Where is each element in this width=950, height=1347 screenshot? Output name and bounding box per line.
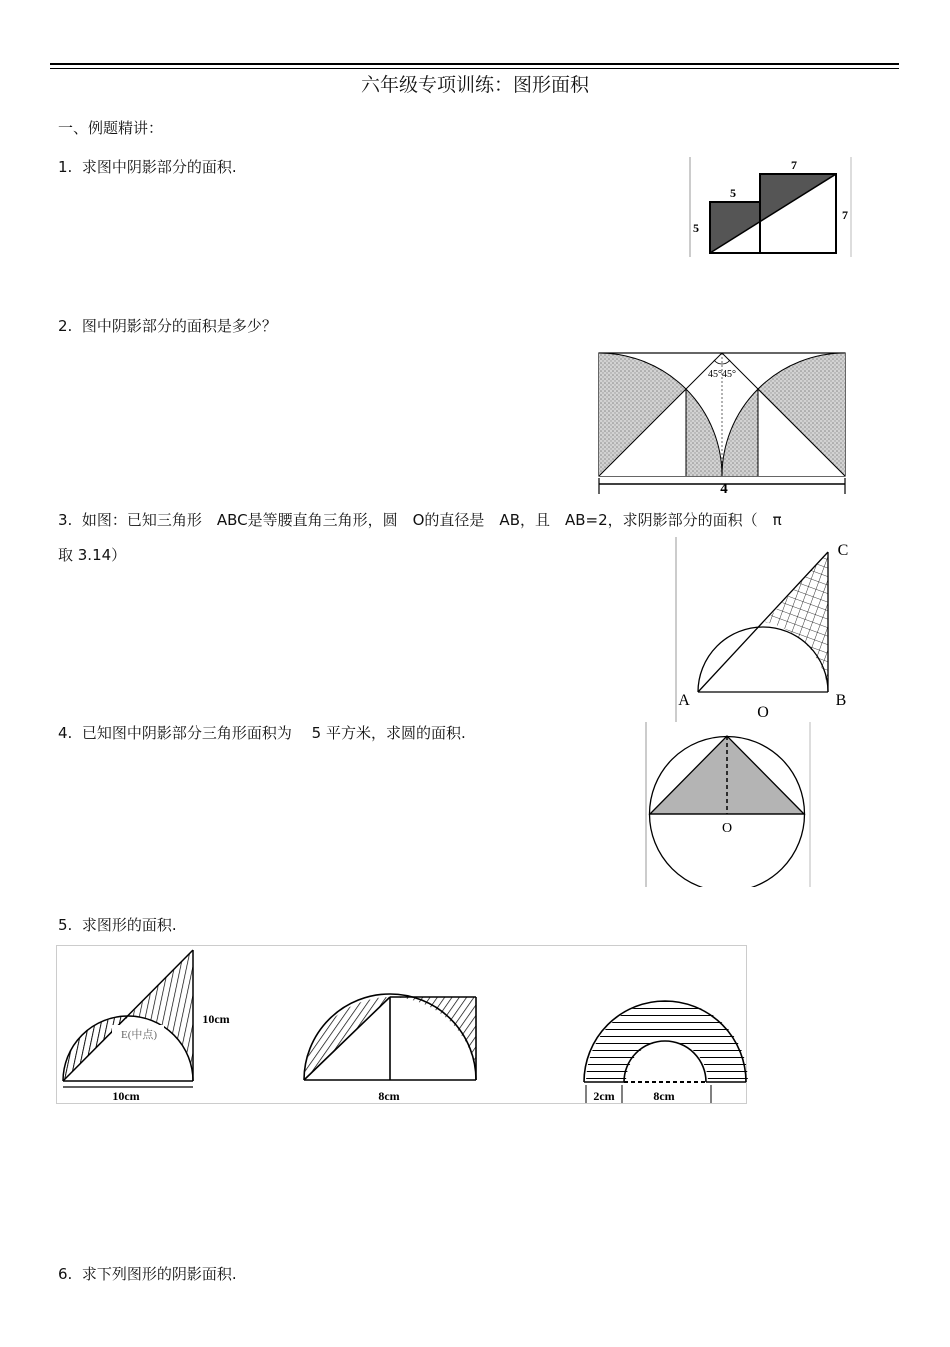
fig5b-base-label: 8cm	[378, 1089, 400, 1103]
problem-4	[58, 723, 466, 743]
problem-text: 如图：已知三角形 ABC是等腰直角三角形，圆 O的直径是 AB，且 AB=2，求阴影部分的面积（ π	[81, 511, 782, 529]
problem-number: 3.	[58, 511, 73, 529]
header-rule-thin	[50, 68, 899, 69]
fig1-right-label: 7	[842, 208, 848, 222]
section-heading: 一、例题精讲：	[58, 119, 164, 137]
fig1-left-label: 5	[693, 221, 699, 235]
fig3-label-b: B	[835, 692, 847, 709]
figure-3-triangle-semicircle	[673, 537, 851, 722]
fig1-top-label: 7	[791, 158, 797, 172]
figure-2-quarter-circles	[596, 350, 848, 496]
fig5c-base-label: 8cm	[653, 1089, 675, 1103]
fig3-label-o: O	[757, 704, 769, 721]
problem-6	[58, 1264, 237, 1284]
page-title: 六年级专项训练：图形面积	[360, 74, 589, 96]
problem-number: 2.	[58, 317, 73, 335]
problem-5	[58, 915, 177, 935]
problem-text: 已知图中阴影部分三角形面积为 5 平方米，求圆的面积.	[81, 724, 466, 742]
figure-5-three-shapes	[56, 945, 748, 1105]
fig3-label-c: C	[837, 542, 849, 559]
problem-number: 6.	[58, 1265, 73, 1283]
problem-number: 4.	[58, 724, 73, 742]
problem-text: 求图中阴影部分的面积.	[81, 158, 237, 176]
problem-2	[58, 316, 277, 336]
fig2-angle-label: 45°45°	[708, 369, 736, 380]
fig5a-side-label: 10cm	[202, 1012, 230, 1026]
fig5c-left-label: 2cm	[593, 1089, 615, 1103]
problem-text: 求下列图形的阴影面积.	[81, 1265, 237, 1283]
problem-number: 1.	[58, 158, 73, 176]
fig1-mid-label: 5	[730, 186, 736, 200]
fig5a-mid-label: E(中点)	[120, 1029, 158, 1041]
problem-number: 5.	[58, 916, 73, 934]
problem-3	[58, 510, 782, 530]
problem-3-cont: 取 3.14）	[58, 546, 127, 564]
figure-4-circle-triangle	[643, 722, 813, 887]
fig2-base-label: 4	[720, 481, 728, 496]
problem-text: 求图形的面积.	[81, 916, 177, 934]
problem-text: 图中阴影部分的面积是多少？	[81, 317, 277, 335]
header-rule-thick	[50, 63, 899, 65]
problem-1	[58, 157, 237, 177]
fig5a-base-label: 10cm	[112, 1089, 140, 1103]
figure-1-rectangles	[688, 157, 853, 257]
fig4-label-o: O	[721, 821, 733, 836]
fig3-label-a: A	[678, 692, 690, 709]
